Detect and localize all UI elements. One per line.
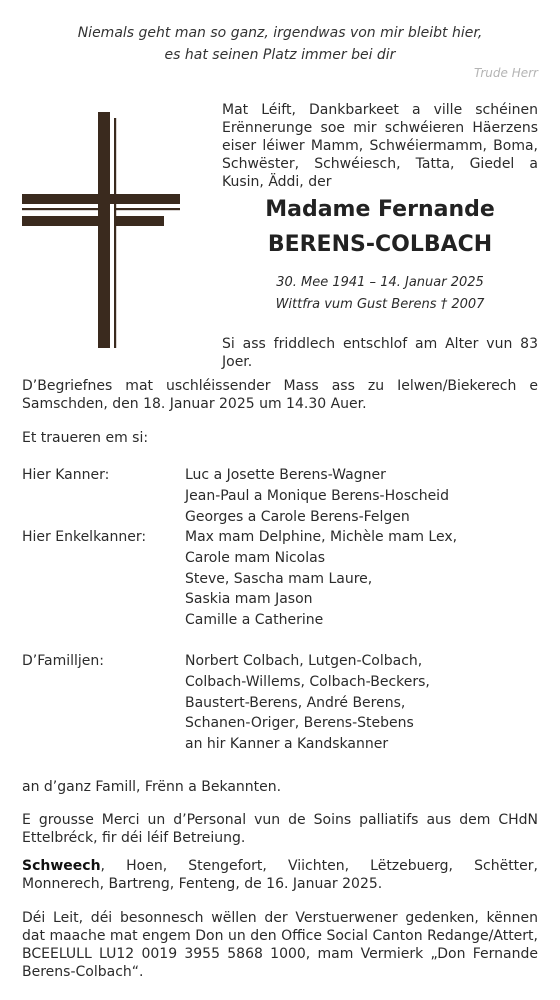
family-name-line: Colbach-Willems, Colbach-Beckers, xyxy=(185,673,430,690)
quote xyxy=(0,22,560,66)
place-rest: , Hoen, Stengefort, Viichten, Lëtzebuerg, Schëtter, Monnerech, Bartreng, Fenteng, de 16. Januar 2025. xyxy=(22,858,538,892)
family-name-line: Georges a Carole Berens-Felgen xyxy=(185,508,410,525)
death-text: Si ass friddlech entschlof am Alter vun 83 Joer. xyxy=(222,336,538,370)
place-date xyxy=(22,857,538,893)
family-name-line: Saskia mam Jason xyxy=(185,591,313,608)
mourners-intro: Et traueren em si: xyxy=(22,430,149,446)
family-name-line: Steve, Sascha mam Laure, xyxy=(185,570,373,587)
family-names xyxy=(185,651,430,755)
intro-text: Mat Léift, Dankbarkeet a ville schéinen Erënnerunge soe mir schwéieren Häerzens eiser léiwer Mamm, Schwéiermamm, Boma, Schwëster, Schwéiesch, Tatta, Giedel a Kusin, Äddi, der xyxy=(222,102,538,190)
family-name-line: Baustert-Berens, André Berens, xyxy=(185,694,406,711)
deceased-name-first: Madame Fernande xyxy=(265,197,495,222)
family-names xyxy=(185,465,449,527)
family-name-line: Norbert Colbach, Lutgen-Colbach, xyxy=(185,653,423,669)
family-label: Hier Kanner: xyxy=(22,467,110,483)
quote-line-2: es hat seinen Platz immer bei dir xyxy=(164,47,396,63)
funeral-text: D’Begriefnes mat uschléissender Mass ass zu Ielwen/Biekerech e Samschden, den 18. Januar 2025 um 14.30 Auer. xyxy=(22,378,538,412)
family-label: D’Familljen: xyxy=(22,653,104,669)
family-name-line: Schanen-Origer, Berens-Stebens xyxy=(185,715,414,732)
family-label: Hier Enkelkanner: xyxy=(22,529,147,545)
quote-line-1: Niemals geht man so ganz, irgendwas von mir bleibt hier, xyxy=(77,25,483,41)
widow-note: Wittfra vum Gust Berens † 2007 xyxy=(275,297,485,312)
family-name-line: an hir Kanner a Kandskanner xyxy=(185,736,389,753)
family-name-line: Max mam Delphine, Michèle mam Lex, xyxy=(185,529,458,545)
family-name-line: Luc a Josette Berens-Wagner xyxy=(185,467,386,483)
family-name-line: Jean-Paul a Monique Berens-Hoscheid xyxy=(185,487,449,504)
family-name-line: Camille a Catherine xyxy=(185,612,324,629)
deceased-dates xyxy=(222,272,538,316)
family-names xyxy=(185,527,457,631)
life-dates: 30. Mee 1941 – 14. Januar 2025 xyxy=(276,275,484,290)
place-bold: Schweech xyxy=(22,858,101,874)
closing-family: an d’ganz Famill, Frënn a Bekannten. xyxy=(22,779,282,795)
cross-icon xyxy=(22,112,180,348)
thanks-text: E grousse Merci un d’Personal vun de Soins palliatifs aus dem CHdN Ettelbréck, fir déi léif Betreiung. xyxy=(22,812,538,846)
donation-text: Déi Leit, déi besonnesch wëllen der Verstuerwener gedenken, kënnen dat maache mat engem Don un den Office Social Canton Redange/Attert, BCEELULL LU12 0019 3955 5868 1000, mam Vermierk „Don Fernande Berens-Colbach“. xyxy=(22,910,538,980)
quote-author: Trude Herr xyxy=(473,66,538,80)
family-name-line: Carole mam Nicolas xyxy=(185,549,326,566)
deceased-name-last: BERENS-COLBACH xyxy=(267,232,493,257)
